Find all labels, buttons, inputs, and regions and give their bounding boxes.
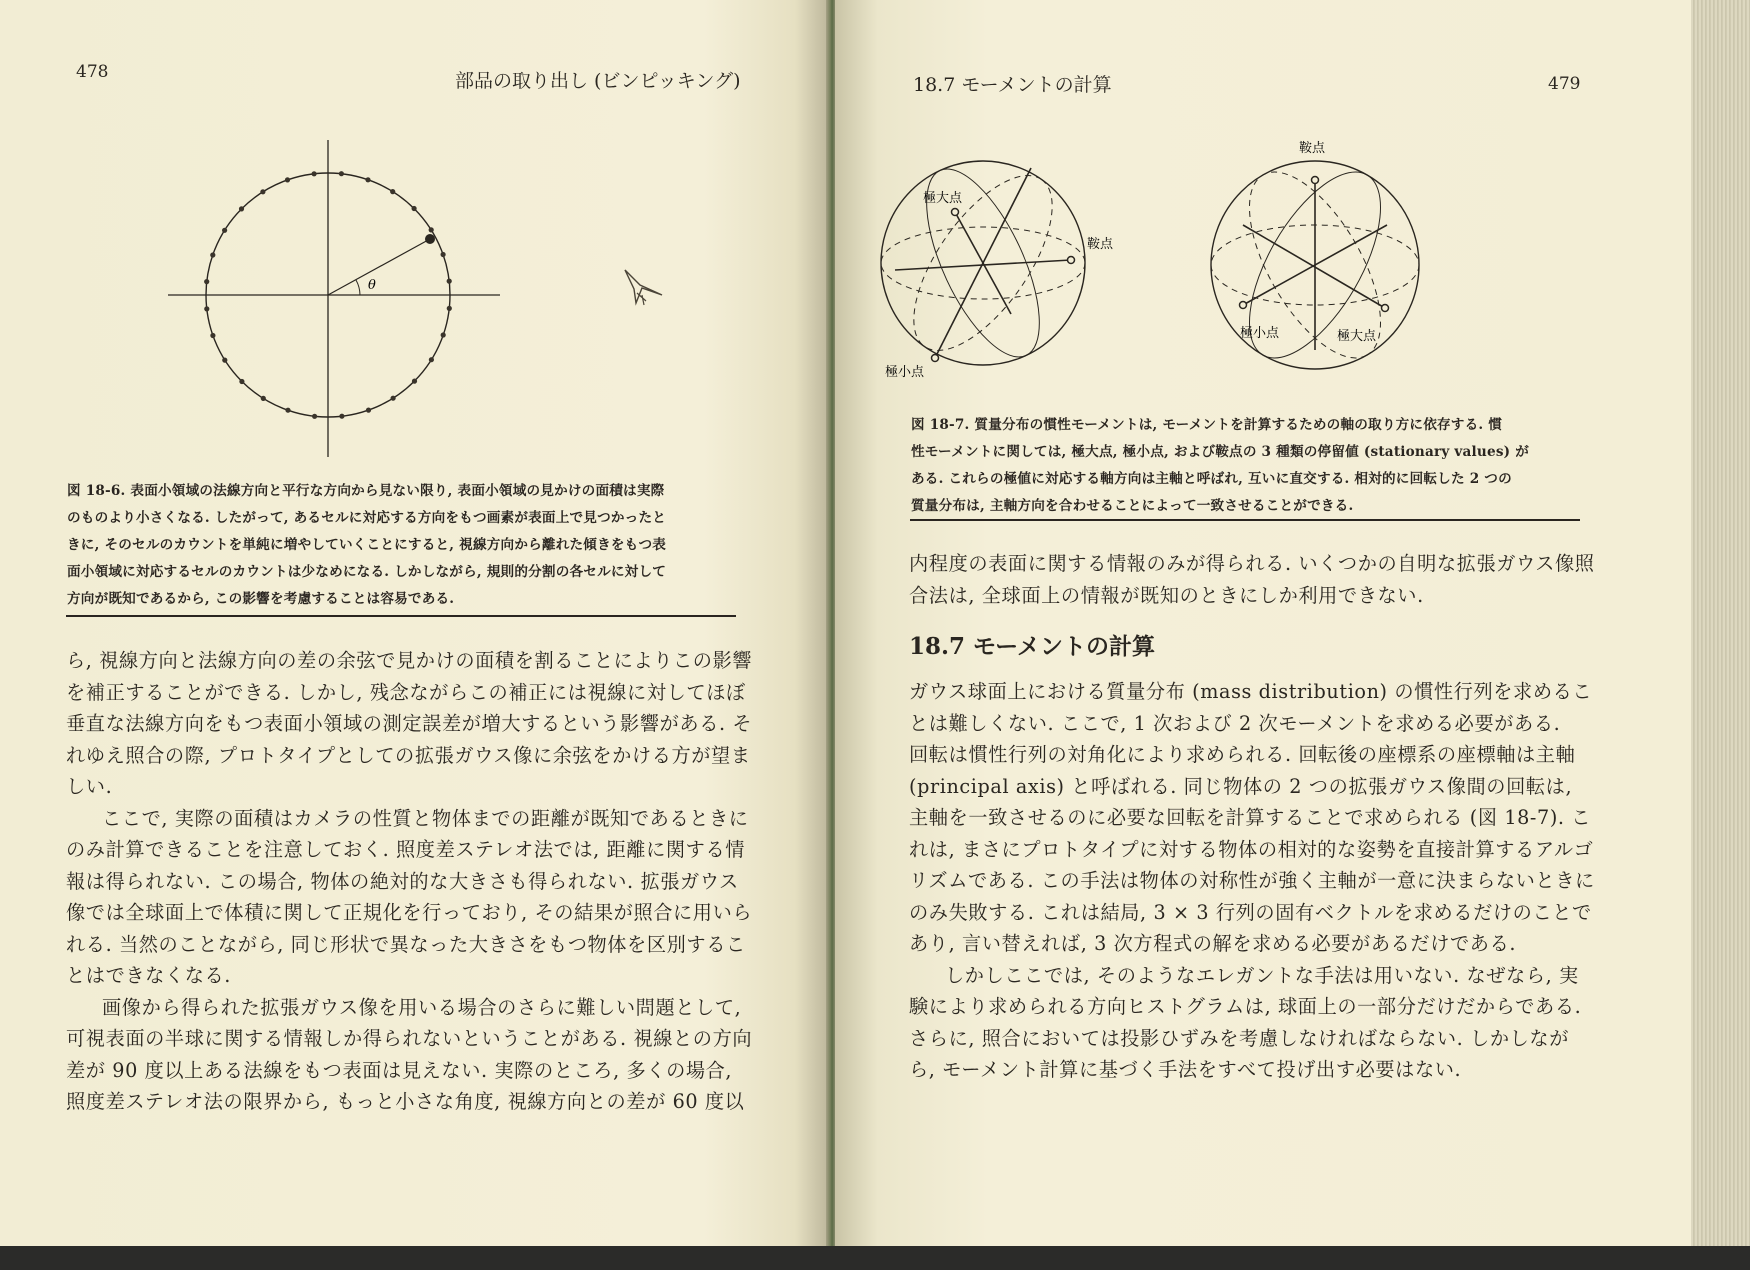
cell-marker-dot [365,177,370,182]
left-page [0,0,828,1246]
body-line: れゆえ照合の際, プロトタイプとしての拡張ガウス像に余弦をかける方が望ま [66,743,751,767]
scan-bottom-edge [0,1246,1750,1270]
bird-doodle [622,265,667,310]
cell-marker-dot [261,396,266,401]
cell-marker-dot [412,379,417,384]
right-page [835,0,1691,1246]
figure-18-7-sphere-left [875,140,1165,390]
cell-marker-dot [285,177,290,182]
body-text-right [909,676,1595,1086]
label-maximum-2: 極大点 [1337,329,1377,344]
caption-line: 方向が既知であるから, この影響を考慮することは容易である. [67,591,455,607]
cell-marker-dot [204,306,209,311]
label-saddle-top: 鞍点 [1299,141,1326,156]
cell-marker-dot [285,408,290,413]
cell-marker-dot [447,306,452,311]
cell-marker-dot [339,171,344,176]
body-line: 像では全球面上で体積に関して正規化を行っており, その結果が照合に用いら [66,901,753,924]
cell-marker-dot [260,189,265,194]
page-number-left: 478 [76,62,109,82]
section-heading: 18.7 モーメントの計算 [909,633,1155,660]
body-line: 報は得られない. この場合, 物体の絶対的な大きさも得られない. 拡張ガウス [66,869,739,893]
body-line: 回転は慣性行列の対角化により求められる. 回転後の座標系の座標軸は主軸 [909,743,1576,766]
body-line: しかしここでは, そのようなエレガントな手法は用いない. なぜなら, 実 [945,963,1579,987]
caption-rule-left [66,615,736,617]
body-line: 差が 90 度以上ある法線をもつ表面は見えない. 実際のところ, 多くの場合, [66,1058,733,1082]
direction-ray [328,239,430,295]
cell-marker-dot [447,279,452,284]
figure-18-7-sphere-right [1185,130,1475,375]
cell-marker-dot [429,227,434,232]
label-minimum: 極小点 [885,365,925,380]
body-line: 照度差ステレオ法の限界から, もっと小さな角度, 視線方向との差が 60 度以 [66,1090,745,1113]
body-line: を補正することができる. しかし, 残念ながらこの補正には視線に対してほぼ [66,680,746,704]
cell-marker-dot [239,379,244,384]
angle-label-theta: θ [368,278,376,293]
figure-caption-18-6 [67,478,666,613]
caption-rule-right [910,519,1580,521]
running-head-right: 18.7 モーメントの計算 [913,74,1112,96]
caption-line: 図 18-6. 表面小領域の法線方向と平行な方向から見ない限り, 表面小領域の見かけの面積は実際 [67,483,665,499]
body-text-left [66,645,752,1118]
body-line: あり, 言い替えれば, 3 次方程式の解を求める必要があるだけである. [909,932,1517,955]
body-line: 画像から得られた拡張ガウス像を用いる場合のさらに難しい問題として, [102,995,742,1019]
caption-line: 性モーメントに関しては, 極大点, 極小点, および鞍点の 3 種類の停留値 (stationary values) が [911,444,1530,460]
figure-caption-18-7 [911,412,1529,520]
body-line: ら, 視線方向と法線方向の差の余弦で見かけの面積を割ることによりこの影響 [66,649,753,672]
cell-marker-dot [339,414,344,419]
body-line: 験により求められる方向ヒストグラムは, 球面上の一部分だけだからである. [909,995,1582,1018]
body-line: れる. 当然のことながら, 同じ形状で異なった大きさをもつ物体を区別するこ [66,932,746,956]
page-number-right: 479 [1548,74,1581,94]
cell-marker-dot [366,408,371,413]
cell-marker-dot [239,206,244,211]
cell-marker-dot [390,189,395,194]
body-line: とは難しくない. ここで, 1 次および 2 次モーメントを求める必要がある. [909,711,1561,735]
cell-marker-dot [210,252,215,257]
body-line: 可視表面の半球に関する情報しか得られないということがある. 視線との方向 [66,1027,753,1050]
body-line: 合法は, 全球面上の情報が既知のときにしか利用できない. [909,583,1424,607]
body-line: さらに, 照合においては投影ひずみを考慮しなければならない. しかしなが [909,1026,1569,1050]
body-line: とはできなくなる. [66,964,231,987]
body-line: ら, モーメント計算に基づく手法をすべて投げ出す必要はない. [909,1058,1462,1081]
body-line: ここで, 実際の面積はカメラの性質と物体までの距離が既知であるときに [102,806,749,830]
cell-marker-dot [312,171,317,176]
body-line: (principal axis) と呼ばれる. 同じ物体の 2 つの拡張ガウス像間の回転は, [909,774,1573,798]
body-line: のみ計算できることを注意しておく. 照度差ステレオ法では, 距離に関する情 [66,838,746,861]
caption-line: ある. これらの極値に対応する軸方向は主軸と呼ばれ, 互いに直交する. 相対的に回転した 2 つの [911,471,1512,487]
running-head-left: 部品の取り出し (ビンピッキング) [455,70,741,92]
figure-18-6-circle-diagram [160,135,510,460]
body-line: ガウス球面上における質量分布 (mass distribution) の慣性行列を求めるこ [909,680,1593,703]
cell-marker-dot [391,396,396,401]
caption-line: 面小領域に対応するセルのカウントは少なめになる. しかしながら, 規則的分割の各セルに対して [67,564,667,580]
caption-line: 図 18-7. 質量分布の慣性モーメントは, モーメントを計算するための軸の取り方に依存する. 慣 [911,417,1503,433]
label-minimum-2: 極小点 [1240,326,1280,341]
caption-line: のものより小さくなる. したがって, あるセルに対応する方向をもつ画素が表面上で見つかったと [67,510,667,526]
cell-marker-dot [204,279,209,284]
cell-marker-dot [222,358,227,363]
cell-marker-dot [312,414,317,419]
cell-marker-dot [441,252,446,257]
book-page-edges [1691,0,1750,1270]
label-saddle: 鞍点 [1087,237,1114,252]
label-maximum: 極大点 [923,191,963,206]
body-line: しい. [66,775,113,798]
cell-marker-dot [429,357,434,362]
cell-marker-dot [441,332,446,337]
caption-line: 質量分布は, 主軸方向を合わせることによって一致させることができる. [911,498,1354,514]
body-text-right-top [909,548,1595,611]
body-line: 主軸を一致させるのに必要な回転を計算することで求められる (図 18-7). こ [909,806,1592,829]
angle-arc [356,280,360,295]
body-line: のみ失敗する. これは結局, 3 × 3 行列の固有ベクトルを求めるだけのことで [909,900,1592,924]
cell-marker-dot [210,333,215,338]
body-line: リズムである. この手法は物体の対称性が強く主軸が一意に決まらないときに [909,869,1595,892]
cell-marker-dot [222,228,227,233]
cell-marker-dot [412,206,417,211]
caption-line: きに, そのセルのカウントを単純に増やしていくことにすると, 視線方向から離れた傾きをもつ表 [67,537,667,553]
highlighted-cell-dot [425,234,435,244]
body-line: 垂直な法線方向をもつ表面小領域の測定誤差が増大するという影響がある. そ [66,712,753,735]
body-line: れは, まさにプロトタイプに対する物体の相対的な姿勢を直接計算するアルゴ [909,837,1594,861]
body-line: 内程度の表面に関する情報のみが得られる. いくつかの自明な拡張ガウス像照 [909,552,1595,575]
